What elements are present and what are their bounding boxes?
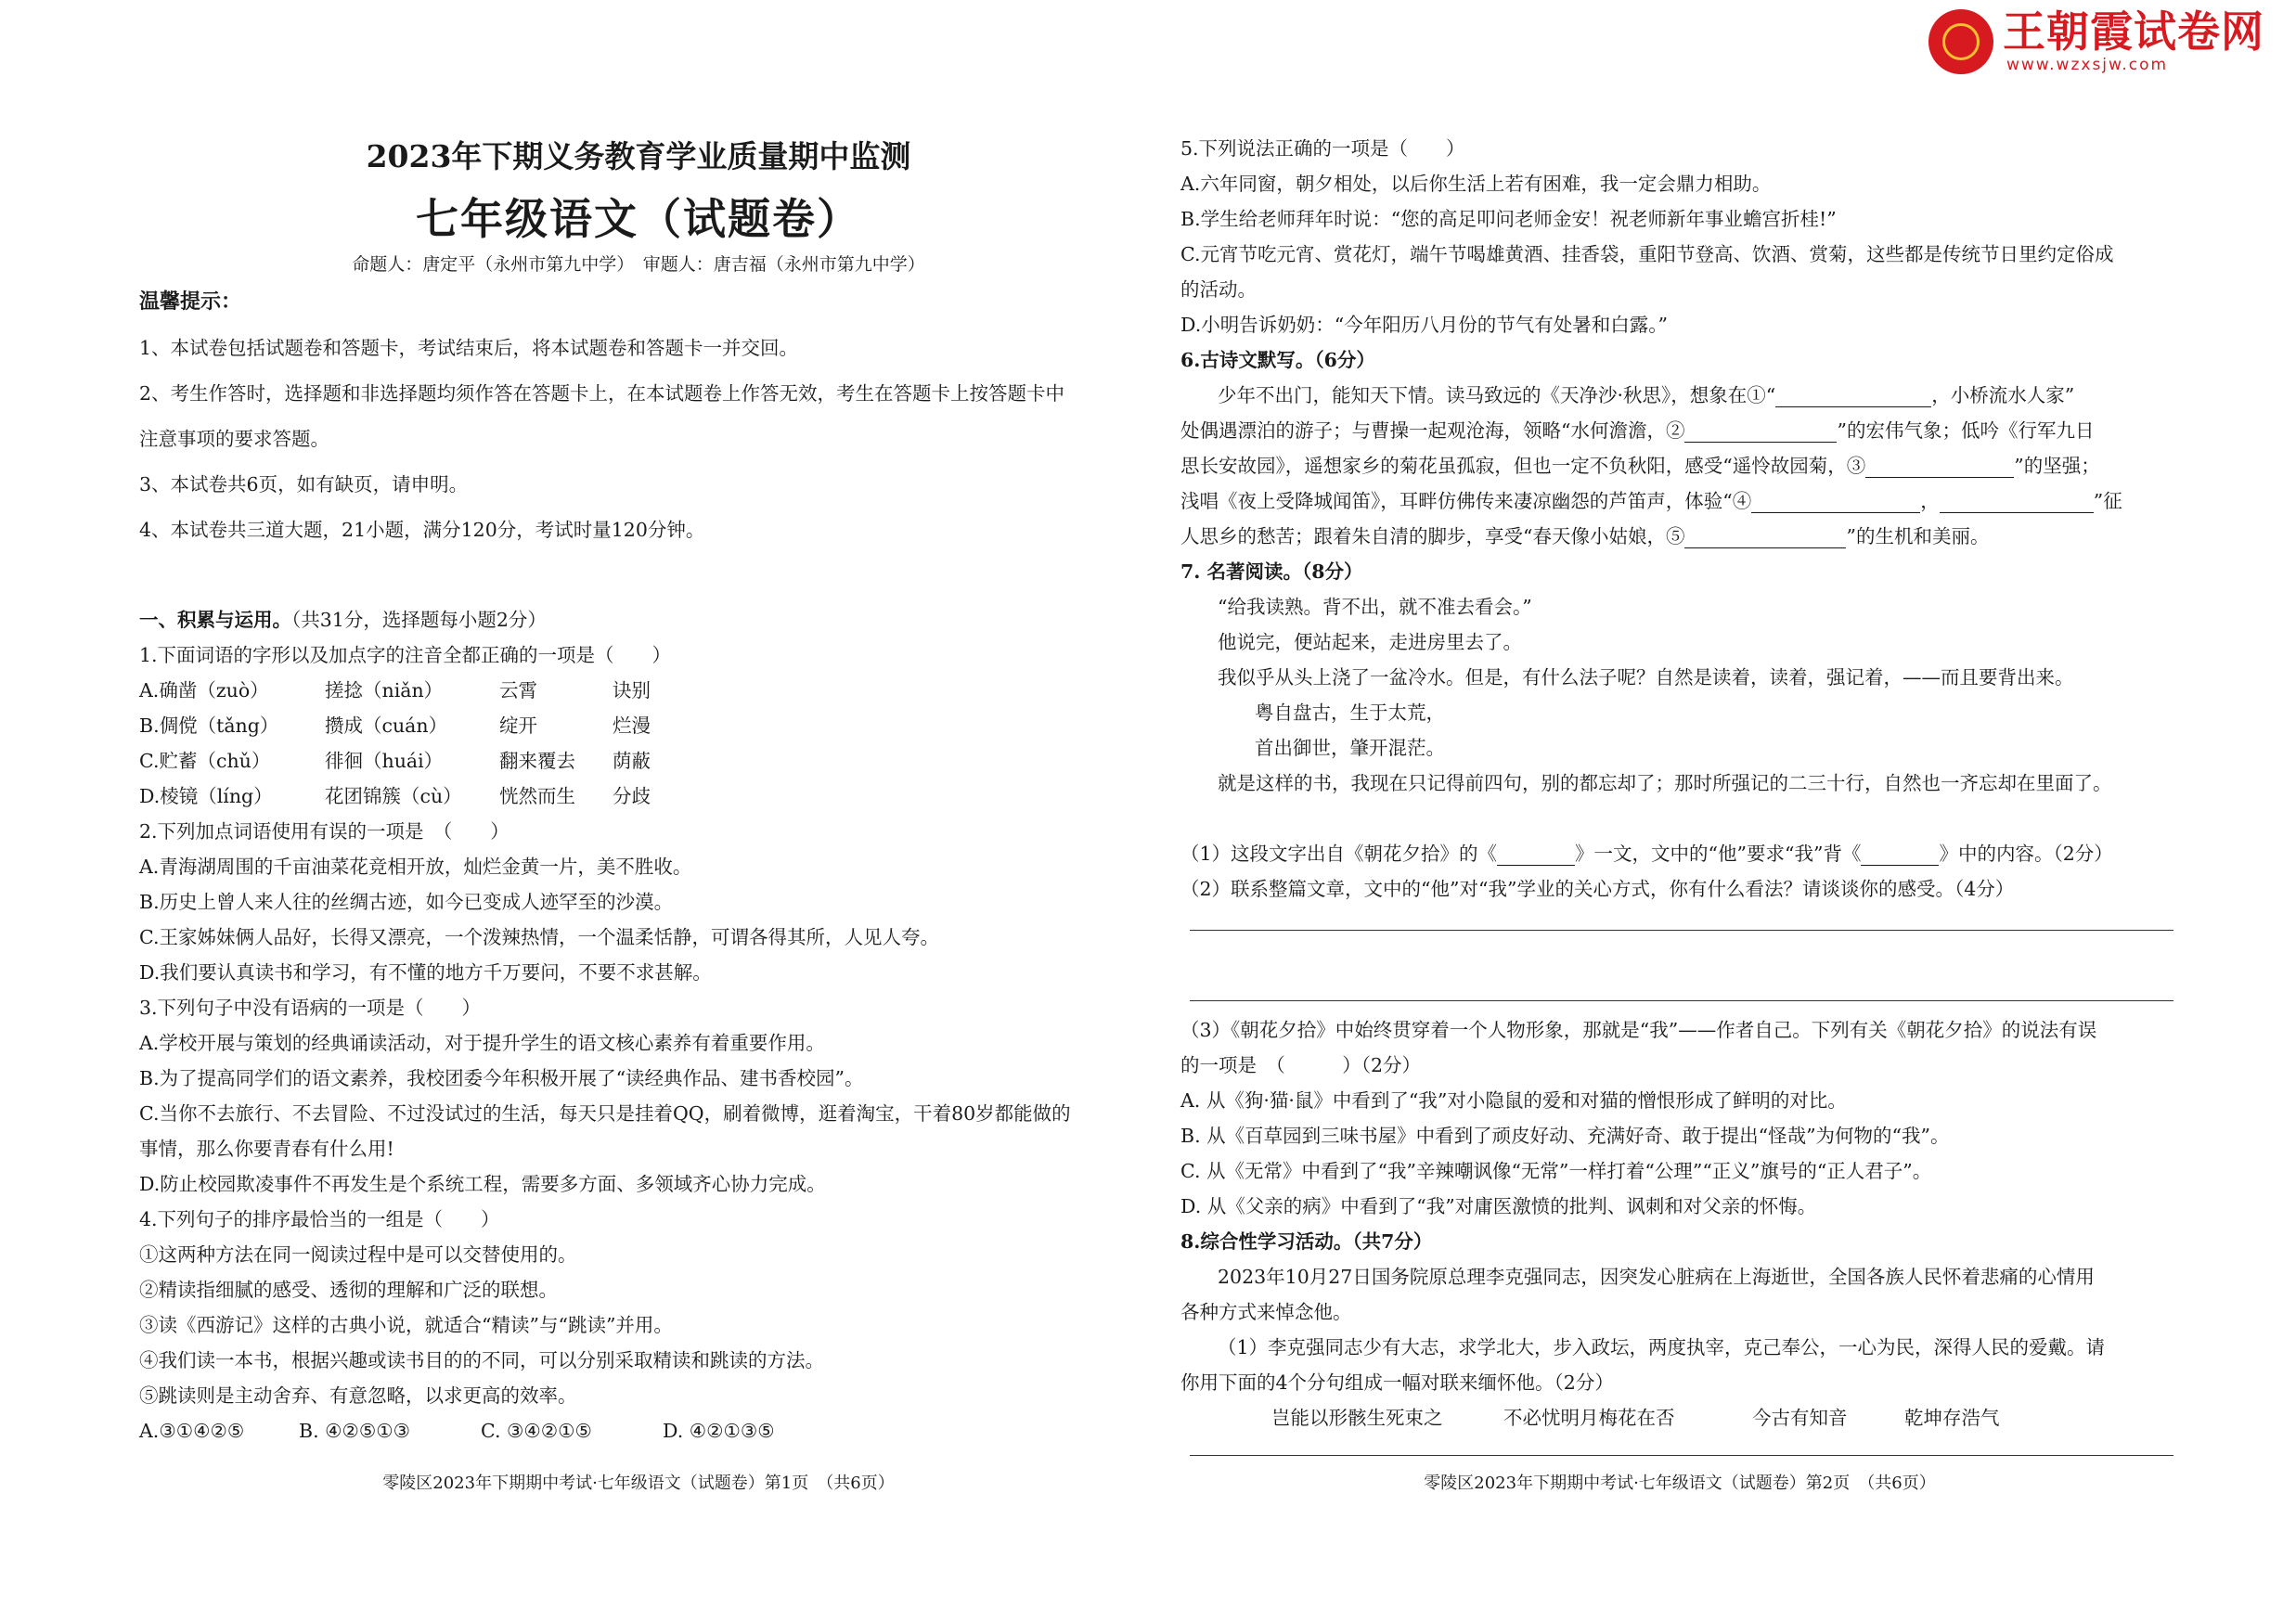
- q8-sub1: （1）李克强同志少有大志，求学北大，步入政坛，两度执宰，克己奉公，一心为民，深得人民的爱戴。请: [1218, 1336, 2106, 1358]
- q1-row: D.棱镜（líng） 花团锦簇（cù） 恍然而生 分歧: [139, 785, 651, 807]
- q4-sentence: ①这两种方法在同一阅读过程中是可以交替使用的。: [139, 1243, 577, 1266]
- q1-row: B.倜傥（tǎng） 攒成（cuán） 绽开 烂漫: [139, 714, 651, 737]
- q5-stem: 5.下列说法正确的一项是（ ）: [1180, 137, 1465, 160]
- exam-title: 2023年下期义务教育学业质量期中监测: [366, 138, 911, 174]
- q7-title: 7. 名著阅读。（8分）: [1180, 560, 1363, 583]
- q6-line: 人思乡的愁苦；跟着朱自清的脚步，享受“春天像小姑娘，⑤ ”的生机和美丽。: [1180, 525, 1990, 547]
- q3-line: D.防止校园欺凌事件不再发生是个系统工程，需要多方面、多领域齐心协力完成。: [139, 1173, 826, 1195]
- blank-4a[interactable]: [1751, 494, 1920, 513]
- q6-line: 处偶遇漂泊的游子；与曹操一起观沧海，领略“水何澹澹，② ”的宏伟气象；低吟《行军九日: [1180, 419, 2095, 442]
- q6-line: 浅唱《夜上受降城闻笛》，耳畔仿佛传来凄凉幽怨的芦笛声，体验“④ ， ”征: [1180, 490, 2122, 512]
- q1-row: C.贮蓄（chǔ） 徘徊（huái） 翻来覆去 荫蔽: [139, 750, 651, 772]
- q7-passage-line: 粤自盘古，生于太荒，: [1255, 702, 1445, 724]
- q3-line: B.为了提高同学们的语文素养，我校团委今年积极开展了“读经典作品、建书香校园”。: [139, 1067, 864, 1089]
- q7-sub3: （3）《朝花夕拾》中始终贯穿着一个人物形象，那就是“我”——作者自己。下列有关《朝花夕拾》的说法有误: [1180, 1019, 2097, 1041]
- q7-sub3-option: A. 从《狗·猫·鼠》中看到了“我”对小隐鼠的爱和对猫的憎恨形成了鲜明的对比。: [1180, 1089, 1847, 1112]
- blank-1[interactable]: [1775, 388, 1931, 407]
- q3-line: 事情，那么你要青春有什么用!: [139, 1138, 394, 1160]
- answer-line[interactable]: [1190, 1455, 2173, 1456]
- exam-subtitle: 七年级语文（试题卷）: [416, 194, 861, 244]
- q1-row: A.确凿（zuò） 搓捻（niǎn） 云霄 诀别: [139, 679, 651, 702]
- q4-sentence: ③读《西游记》这样的古典小说，就适合“精读”与“跳读”并用。: [139, 1314, 673, 1336]
- note-item: 注意事项的要求答题。: [139, 428, 329, 450]
- q7-passage-line: 就是这样的书，我现在只记得前四句，别的都忘却了；那时所强记的二三十行，自然也一齐忘却在里面了。: [1218, 772, 2112, 794]
- q8-intro: 2023年10月27日国务院原总理李克强同志，因突发心脏病在上海逝世，全国各族人民怀着悲痛的心情用: [1218, 1266, 2095, 1288]
- q4-sentence: ⑤跳读则是主动舍弃、有意忽略，以求更高的效率。: [139, 1384, 577, 1407]
- q4-options: A.③①④②⑤ B. ④②⑤①③ C. ③④②①⑤ D. ④②①③⑤: [139, 1420, 775, 1442]
- q7-sub3-option: B. 从《百草园到三味书屋》中看到了顽皮好动、充满好奇、敢于提出“怪哉”为何物的“我”。: [1180, 1125, 1950, 1147]
- q6-line: 少年不出门，能知天下情。读马致远的《天净沙·秋思》，想象在①“ ，小桥流水人家”: [1218, 384, 2075, 406]
- q7-sub3-option: D. 从《父亲的病》中看到了“我”对庸医激愤的批判、讽刺和对父亲的怀悔。: [1180, 1195, 1817, 1217]
- note-item: 4、本试卷共三道大题，21小题，满分120分，考试时量120分钟。: [139, 519, 705, 541]
- q7-sub2: （2）联系整篇文章，文中的“他”对“我”学业的关心方式，你有什么看法？请谈谈你的感受。（4分）: [1180, 878, 2015, 900]
- page-2: [1180, 0, 2179, 1622]
- brand-url: www.wzxsjw.com: [2006, 56, 2169, 74]
- q8-intro: 各种方式来悼念他。: [1180, 1301, 1352, 1323]
- q7-sub3-option: C. 从《无常》中看到了“我”辛辣嘲讽像“无常”一样打着“公理”“正义”旗号的“正人君子”。: [1180, 1160, 1932, 1182]
- q4-stem: 4.下列句子的排序最恰当的一组是（ ）: [139, 1208, 500, 1230]
- page-1-footer: 零陵区2023年下期期中考试·七年级语文（试题卷）第1页 （共6页）: [382, 1474, 895, 1493]
- q5-line: A.六年同窗，朝夕相处，以后你生活上若有困难，我一定会鼎力相助。: [1180, 173, 1772, 195]
- page-2-footer: 零陵区2023年下期期中考试·七年级语文（试题卷）第2页 （共6页）: [1424, 1474, 1936, 1493]
- q2-option: A.青海湖周围的千亩油菜花竞相开放，灿烂金黄一片，美不胜收。: [139, 856, 692, 878]
- page-1: [139, 0, 1138, 1622]
- q5-line: 的活动。: [1180, 278, 1257, 301]
- blank-article[interactable]: [1497, 846, 1575, 866]
- q2-option: B.历史上曾人来人往的丝绸古迹，如今已变成人迹罕至的沙漠。: [139, 891, 674, 913]
- q7-passage-line: “给我读熟。背不出，就不准去看会。”: [1218, 596, 1532, 618]
- q2-option: C.王家姊妹俩人品好，长得又漂亮，一个泼辣热情，一个温柔恬静，可谓各得其所，人见人夸。: [139, 926, 939, 948]
- q8-title: 8.综合性学习活动。（共7分）: [1180, 1230, 1433, 1253]
- blank-5[interactable]: [1684, 529, 1846, 548]
- q3-line: C.当你不去旅行、不去冒险、不过没试过的生活，每天只是挂着QQ，刷着微博，逛着淘宝，干着80岁都能做的: [139, 1102, 1071, 1125]
- q5-line: C.元宵节吃元宵、赏花灯，端午节喝雄黄酒、挂香袋，重阳节登高、饮酒、赏菊，这些都是传统节日里约定俗成: [1180, 243, 2114, 265]
- answer-line[interactable]: [1190, 1000, 2173, 1001]
- blank-2[interactable]: [1684, 423, 1837, 443]
- q5-line: D.小明告诉奶奶：“今年阳历八月份的节气有处暑和白露。”: [1180, 314, 1668, 336]
- authors-line: 命题人：唐定平（永州市第九中学） 审题人：唐吉福（永州市第九中学）: [352, 254, 925, 275]
- blank-book[interactable]: [1861, 846, 1939, 866]
- notes-title: 温馨提示：: [139, 290, 242, 314]
- q8-phrases: 岂能以形骸生死束之 不必忧明月梅花在否 今古有知音 乾坤存浩气: [1271, 1407, 2000, 1429]
- q3-stem: 3.下列句子中没有语病的一项是（ ）: [139, 997, 482, 1019]
- q6-line: 思长安故园》，遥想家乡的菊花虽孤寂，但也一定不负秋阳，感受“遥怜故园菊，③ ”的坚强；: [1180, 455, 2100, 477]
- blank-3[interactable]: [1865, 458, 2014, 478]
- q7-passage-line: 首出御世，肇开混茫。: [1255, 737, 1445, 759]
- note-item: 3、本试卷共6页，如有缺页，请申明。: [139, 473, 469, 496]
- q4-sentence: ④我们读一本书，根据兴趣或读书目的的不同，可以分别采取精读和跳读的方法。: [139, 1349, 824, 1371]
- q2-stem: 2.下列加点词语使用有误的一项是 （ ）: [139, 820, 510, 843]
- note-item: 1、本试卷包括试题卷和答题卡，考试结束后，将本试题卷和答题卡一并交回。: [139, 337, 799, 359]
- q5-line: B.学生给老师拜年时说：“您的高足叩问老师金安！祝老师新年事业蟾宫折桂!”: [1180, 208, 1837, 230]
- q4-sentence: ②精读指细腻的感受、透彻的理解和广泛的联想。: [139, 1279, 558, 1301]
- note-item: 2、考生作答时，选择题和非选择题均须作答在答题卡上，在本试题卷上作答无效，考生在答题卡上按答题卡中: [139, 382, 1065, 405]
- brand-name: 王朝霞试卷网: [2003, 6, 2264, 57]
- q6-title: 6.古诗文默写。（6分）: [1180, 349, 1375, 371]
- answer-line[interactable]: [1190, 930, 2173, 931]
- q7-sub3: 的一项是 （ ）（2分）: [1180, 1054, 1422, 1076]
- q7-sub1: （1）这段文字出自《朝花夕拾》的《 》一文，文中的“他”要求“我”背《 》中的内容。（2分）: [1180, 843, 2113, 865]
- q8-sub1: 你用下面的4个分句组成一幅对联来缅怀他。（2分）: [1180, 1371, 1614, 1394]
- section-1-heading: 一、积累与运用。（共31分，选择题每小题2分）: [139, 609, 547, 631]
- q2-option: D.我们要认真读书和学习，有不懂的地方千万要问，不要不求甚解。: [139, 961, 712, 984]
- q7-passage-line: 我似乎从头上浇了一盆冷水。但是，有什么法子呢？自然是读着，读着，强记着，——而且要背出来。: [1218, 666, 2074, 689]
- q1-stem: 1.下面词语的字形以及加点字的注音全都正确的一项是（ ）: [139, 644, 672, 666]
- blank-4b[interactable]: [1940, 494, 2094, 513]
- q3-line: A.学校开展与策划的经典诵读活动，对于提升学生的语文核心素养有着重要作用。: [139, 1032, 825, 1054]
- q7-passage-line: 他说完，便站起来，走进房里去了。: [1218, 631, 1522, 653]
